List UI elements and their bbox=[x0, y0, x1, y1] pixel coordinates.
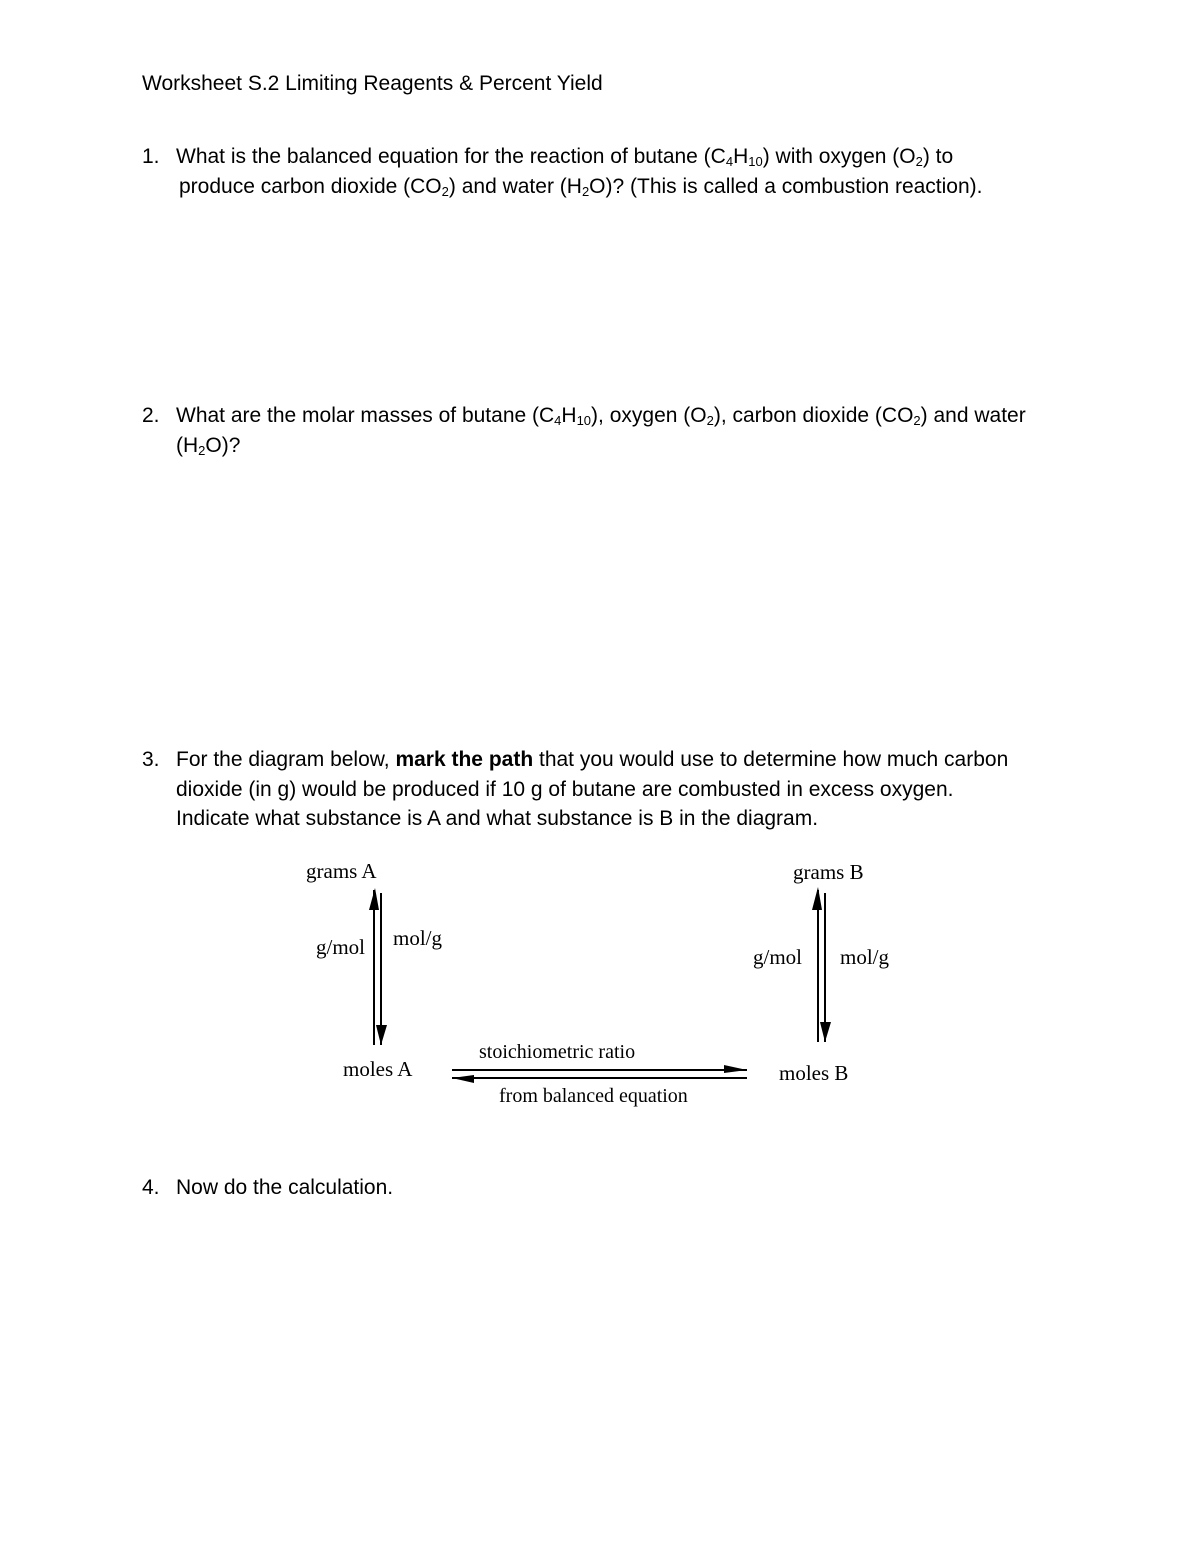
moles-a-label: moles A bbox=[343, 1057, 413, 1081]
question-number: 1. bbox=[142, 145, 160, 168]
emphasis-mark-the-path: mark the path bbox=[395, 748, 534, 771]
page-title: Worksheet S.2 Limiting Reagents & Percent Yield bbox=[142, 72, 603, 95]
question-1-line-2: produce carbon dioxide $(CO_2)$ and water $(H_2O)$? (This is called a combustion reaction). bbox=[179, 175, 983, 199]
left-gmol-label: g/mol bbox=[316, 935, 366, 959]
question-number: 4. bbox=[142, 1176, 160, 1199]
left-vertical-arrows bbox=[369, 888, 387, 1045]
down-arrowhead-icon bbox=[820, 1022, 831, 1042]
question-1-line-1: What is the balanced equation for the reaction of butane $(C_4H_{10})$ with oxygen $(O_2)$ to bbox=[176, 145, 954, 169]
question-2-line-2: $(H_2O)$? bbox=[176, 434, 241, 458]
question-3-line-1: For the diagram below, mark the path that you would use to determine how much carbon bbox=[176, 748, 1009, 771]
right-vertical-arrows bbox=[812, 887, 831, 1042]
stoichiometric-ratio-label: stoichiometric ratio bbox=[479, 1041, 636, 1063]
question-number: 3. bbox=[142, 748, 160, 771]
balanced-equation-label: from balanced equation bbox=[499, 1085, 688, 1107]
question-number: 2. bbox=[142, 404, 160, 427]
question-2-line-1: What are the molar masses of butane $(C_4H_{10})$, oxygen $(O_2)$, carbon dioxide $(CO_2)$ and water bbox=[176, 404, 1026, 428]
horizontal-arrows bbox=[452, 1065, 747, 1083]
moles-b-label: moles B bbox=[779, 1061, 849, 1085]
left-molg-label: mol/g bbox=[393, 926, 443, 950]
question-4-line-1: Now do the calculation. bbox=[176, 1176, 394, 1199]
grams-b-label: grams B bbox=[793, 860, 864, 884]
down-arrowhead-icon bbox=[376, 1025, 387, 1045]
right-gmol-label: g/mol bbox=[753, 945, 803, 969]
right-molg-label: mol/g bbox=[840, 945, 890, 969]
question-3-line-3: Indicate what substance is A and what substance is B in the diagram. bbox=[176, 807, 819, 830]
question-3-line-2: dioxide (in g) would be produced if 10 g of butane are combusted in excess oxygen. bbox=[176, 778, 954, 801]
grams-a-label: grams A bbox=[306, 859, 377, 883]
